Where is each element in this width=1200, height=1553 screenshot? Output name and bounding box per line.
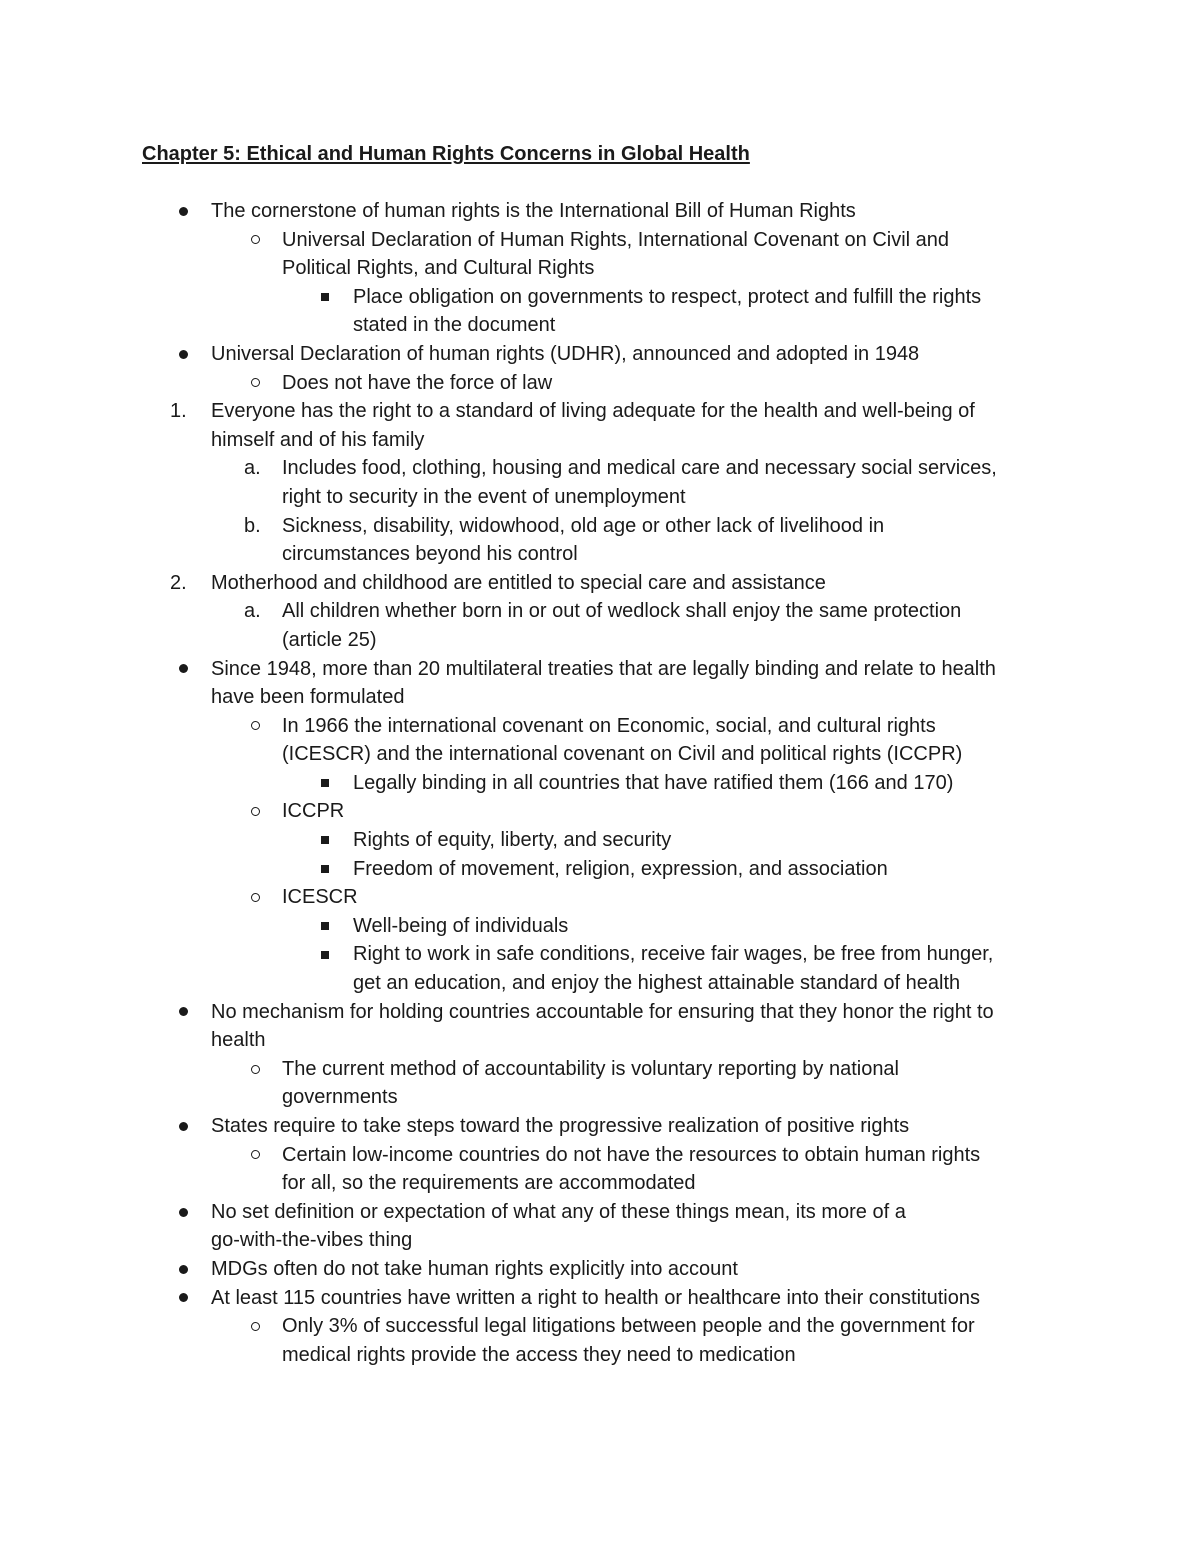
list-item-text: go-with-the-vibes thing — [211, 1229, 413, 1252]
list-item-text: Rights of equity, liberty, and security — [353, 829, 672, 852]
list-item — [0, 454, 1200, 483]
hollow-circle-bullet-icon — [248, 1055, 260, 1084]
list-item — [0, 540, 1200, 569]
list-item — [0, 426, 1200, 455]
bullet-icon — [176, 998, 188, 1027]
list-item — [0, 855, 1200, 884]
list-item — [0, 1284, 1200, 1313]
list-item-text: Sickness, disability, widowhood, old age or other lack of livelihood in — [282, 514, 885, 537]
bullet-icon — [176, 1112, 188, 1141]
list-item-text: get an education, and enjoy the highest attainable standard of health — [353, 972, 961, 995]
list-item — [0, 597, 1200, 626]
hollow-circle-bullet-icon — [248, 883, 260, 912]
list-item-text: (article 25) — [282, 628, 377, 651]
square-bullet-icon — [317, 769, 329, 798]
list-item-text: In 1966 the international covenant on Economic, social, and cultural rights — [282, 714, 936, 737]
square-bullet-icon — [317, 855, 329, 884]
bullet-icon — [176, 1284, 188, 1313]
list-item — [0, 226, 1200, 255]
list-item-text: Since 1948, more than 20 multilateral treaties that are legally binding and relate to health — [211, 657, 996, 680]
list-item — [0, 1026, 1200, 1055]
list-item — [0, 626, 1200, 655]
list-item-text: Political Rights, and Cultural Rights — [282, 257, 595, 280]
list-item — [0, 1255, 1200, 1284]
list-item-text: (ICESCR) and the international covenant on Civil and political rights (ICCPR) — [282, 743, 963, 766]
list-item-text: Only 3% of successful legal litigations between people and the government for — [282, 1315, 975, 1338]
hollow-circle-bullet-icon — [248, 797, 260, 826]
list-item — [0, 1055, 1200, 1084]
list-item-text: The cornerstone of human rights is the International Bill of Human Rights — [211, 200, 856, 222]
list-item-text: All children whether born in or out of wedlock shall enjoy the same protection — [282, 600, 962, 623]
list-item — [0, 369, 1200, 398]
list-item — [0, 797, 1200, 826]
list-item — [0, 740, 1200, 769]
list-item-text: States require to take steps toward the progressive realization of positive rights — [211, 1115, 910, 1137]
list-letter: b. — [244, 514, 261, 537]
list-item — [0, 311, 1200, 340]
list-item-text: have been formulated — [211, 686, 405, 709]
list-item-text: circumstances beyond his control — [282, 543, 578, 566]
bullet-icon — [176, 655, 188, 684]
list-item — [0, 683, 1200, 712]
hollow-circle-bullet-icon — [248, 1312, 260, 1341]
list-item-text: health — [211, 1029, 266, 1052]
list-item — [0, 969, 1200, 998]
square-bullet-icon — [317, 826, 329, 855]
bullet-icon — [176, 197, 188, 226]
list-item — [0, 254, 1200, 283]
list-item — [0, 655, 1200, 684]
list-item — [0, 397, 1200, 426]
bullet-icon — [176, 340, 188, 369]
bullet-icon — [176, 1255, 188, 1284]
list-item-text: Right to work in safe conditions, receive fair wages, be free from hunger, — [353, 943, 994, 966]
list-item — [0, 283, 1200, 312]
list-item-text: medical rights provide the access they need to medication — [282, 1343, 796, 1366]
list-item — [0, 1198, 1200, 1227]
list-letter: a. — [244, 600, 261, 623]
list-item — [0, 1226, 1200, 1255]
list-item-text: Everyone has the right to a standard of living adequate for the health and well-being of — [211, 400, 975, 423]
list-number: 2. — [170, 571, 187, 594]
list-item — [0, 1312, 1200, 1341]
hollow-circle-bullet-icon — [248, 712, 260, 741]
list-item-text: Motherhood and childhood are entitled to special care and assistance — [211, 571, 826, 594]
list-item-text: for all, so the requirements are accommodated — [282, 1172, 696, 1195]
list-item — [0, 883, 1200, 912]
bullet-icon — [176, 1198, 188, 1227]
list-item — [0, 712, 1200, 741]
list-item — [0, 1341, 1200, 1370]
square-bullet-icon — [317, 283, 329, 312]
list-item-text: ICCPR — [282, 800, 345, 823]
list-item-text: right to security in the event of unemployment — [282, 485, 686, 508]
list-item — [0, 940, 1200, 969]
list-item — [0, 483, 1200, 512]
page-title: Chapter 5: Ethical and Human Rights Concerns in Global Health — [142, 143, 750, 165]
list-item-text: Place obligation on governments to respect, protect and fulfill the rights — [353, 285, 982, 308]
list-item-text: Universal Declaration of human rights (UDHR), announced and adopted in 1948 — [211, 342, 920, 365]
list-item-text: Freedom of movement, religion, expression, and association — [353, 857, 888, 880]
list-item-text: Does not have the force of law — [282, 371, 553, 394]
list-item — [0, 912, 1200, 941]
list-item-text: stated in the document — [353, 314, 556, 337]
list-item — [0, 1169, 1200, 1198]
list-item-text: Universal Declaration of Human Rights, International Covenant on Civil and — [282, 228, 950, 251]
list-item-text: ICESCR — [282, 886, 358, 909]
list-item-text: At least 115 countries have written a right to health or healthcare into their constitutions — [211, 1286, 980, 1309]
list-item-text: himself and of his family — [211, 428, 425, 451]
list-item — [0, 1112, 1200, 1141]
notes-list — [0, 197, 1200, 1369]
list-number: 1. — [170, 400, 187, 423]
list-item — [0, 998, 1200, 1027]
square-bullet-icon — [317, 912, 329, 941]
square-bullet-icon — [317, 940, 329, 969]
hollow-circle-bullet-icon — [248, 226, 260, 255]
list-letter: a. — [244, 457, 261, 480]
hollow-circle-bullet-icon — [248, 369, 260, 398]
list-item-text: No mechanism for holding countries accountable for ensuring that they honor the right to — [211, 1000, 994, 1023]
list-item-text: Certain low-income countries do not have the resources to obtain human rights — [282, 1143, 981, 1166]
list-item-text: Includes food, clothing, housing and medical care and necessary social services, — [282, 457, 997, 480]
list-item-text: The current method of accountability is voluntary reporting by national — [282, 1057, 900, 1080]
list-item — [0, 340, 1200, 369]
hollow-circle-bullet-icon — [248, 1141, 260, 1170]
list-item-text: MDGs often do not take human rights explicitly into account — [211, 1257, 738, 1280]
list-item-text: Legally binding in all countries that have ratified them (166 and 170) — [353, 771, 954, 794]
list-item — [0, 512, 1200, 541]
list-item-text: No set definition or expectation of what any of these things mean, its more of a — [211, 1200, 906, 1223]
list-item — [0, 1083, 1200, 1112]
list-item-text: governments — [282, 1086, 398, 1109]
list-item — [0, 197, 1200, 226]
list-item — [0, 1141, 1200, 1170]
list-item — [0, 569, 1200, 598]
list-item — [0, 826, 1200, 855]
list-item-text: Well-being of individuals — [353, 914, 569, 937]
list-item — [0, 769, 1200, 798]
